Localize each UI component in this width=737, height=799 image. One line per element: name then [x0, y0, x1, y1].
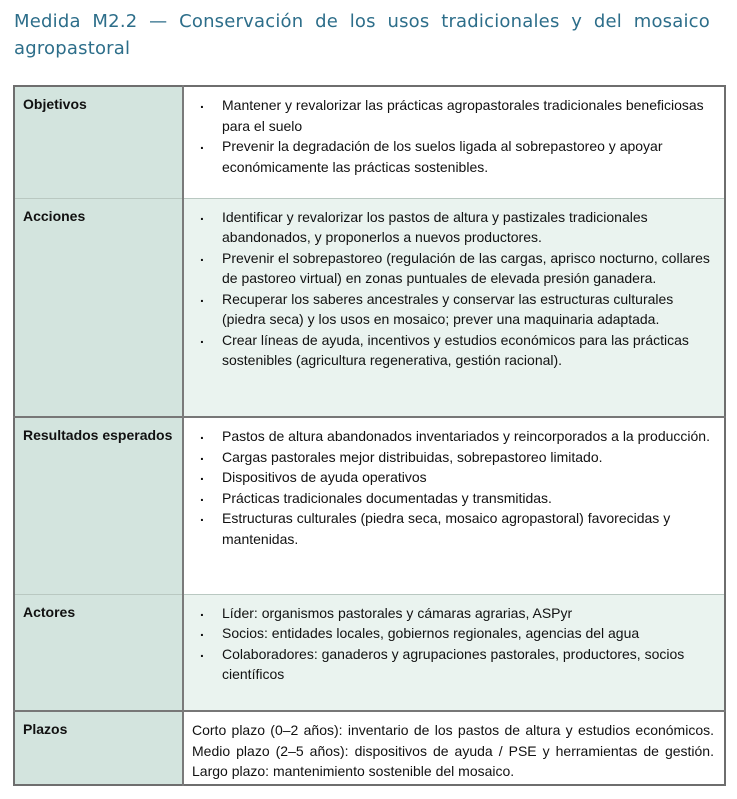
actores-list [192, 603, 714, 685]
list-item: . Estructuras culturales (piedra seca, mosaico agropastoral) favorecidas y mantenidas. [192, 508, 714, 549]
table-row-objetivos [14, 86, 725, 198]
row-content-objetivos [183, 86, 725, 198]
row-content-resultados [183, 417, 725, 594]
list-item: . Identificar y revalorizar los pastos de altura y pastizales tradicionales abandonados, y proponerlos a nuevos productores. [192, 207, 714, 248]
list-item: . Socios: entidades locales, gobiernos regionales, agencias del agua [192, 623, 714, 644]
list-item: . Prevenir la degradación de los suelos ligada al sobrepastoreo y apoyar económicamente las prácticas sostenibles. [192, 136, 714, 177]
row-content-actores [183, 594, 725, 711]
table-row-acciones [14, 198, 725, 417]
row-label-acciones: Acciones [14, 198, 183, 417]
list-item: . Mantener y revalorizar las prácticas agropastorales tradicionales beneficiosas para el suelo [192, 95, 714, 136]
measure-title: Medida M2.2 — Conservación de los usos tradicionales y del mosaico agropastoral [14, 11, 710, 59]
list-item: . Recuperar los saberes ancestrales y conservar las estructuras culturales (piedra seca) y los usos en mosaico; prever una maquinaria adaptada. [192, 289, 714, 330]
resultados-list [192, 426, 714, 549]
row-content-acciones [183, 198, 725, 417]
acciones-list [192, 207, 714, 371]
row-content-plazos: Corto plazo (0–2 años): inventario de los pastos de altura y estudios económicos. Medio plazo (2–5 años): dispositivos de ayuda / PSE y herramientas de gestión. Largo plazo: mantenimiento sostenible del mosaico. [183, 711, 725, 785]
measure-table [13, 85, 726, 786]
table-row-actores [14, 594, 725, 711]
list-item: . Pastos de altura abandonados inventariados y reincorporados a la producción. [192, 426, 714, 447]
list-item: . Prácticas tradicionales documentadas y transmitidas. [192, 488, 714, 509]
row-label-plazos: Plazos [14, 711, 183, 785]
list-item: . Cargas pastorales mejor distribuidas, sobrepastoreo limitado. [192, 447, 714, 468]
list-item: . Líder: organismos pastorales y cámaras agrarias, ASPyr [192, 603, 714, 624]
row-label-resultados: Resultados esperados [14, 417, 183, 594]
objetivos-list [192, 95, 714, 177]
list-item: . Crear líneas de ayuda, incentivos y estudios económicos para las prácticas sostenibles (agricultura regenerativa, gestión racional). [192, 330, 714, 371]
row-label-objetivos: Objetivos [14, 86, 183, 198]
row-label-actores: Actores [14, 594, 183, 711]
list-item: . Dispositivos de ayuda operativos [192, 467, 714, 488]
table-row-plazos [14, 711, 725, 785]
list-item: . Colaboradores: ganaderos y agrupaciones pastorales, productores, socios científicos [192, 644, 714, 685]
table-row-resultados [14, 417, 725, 594]
list-item: . Prevenir el sobrepastoreo (regulación de las cargas, aprisco nocturno, collares de pastoreo virtual) en zonas puntuales de elevada presión ganadera. [192, 248, 714, 289]
